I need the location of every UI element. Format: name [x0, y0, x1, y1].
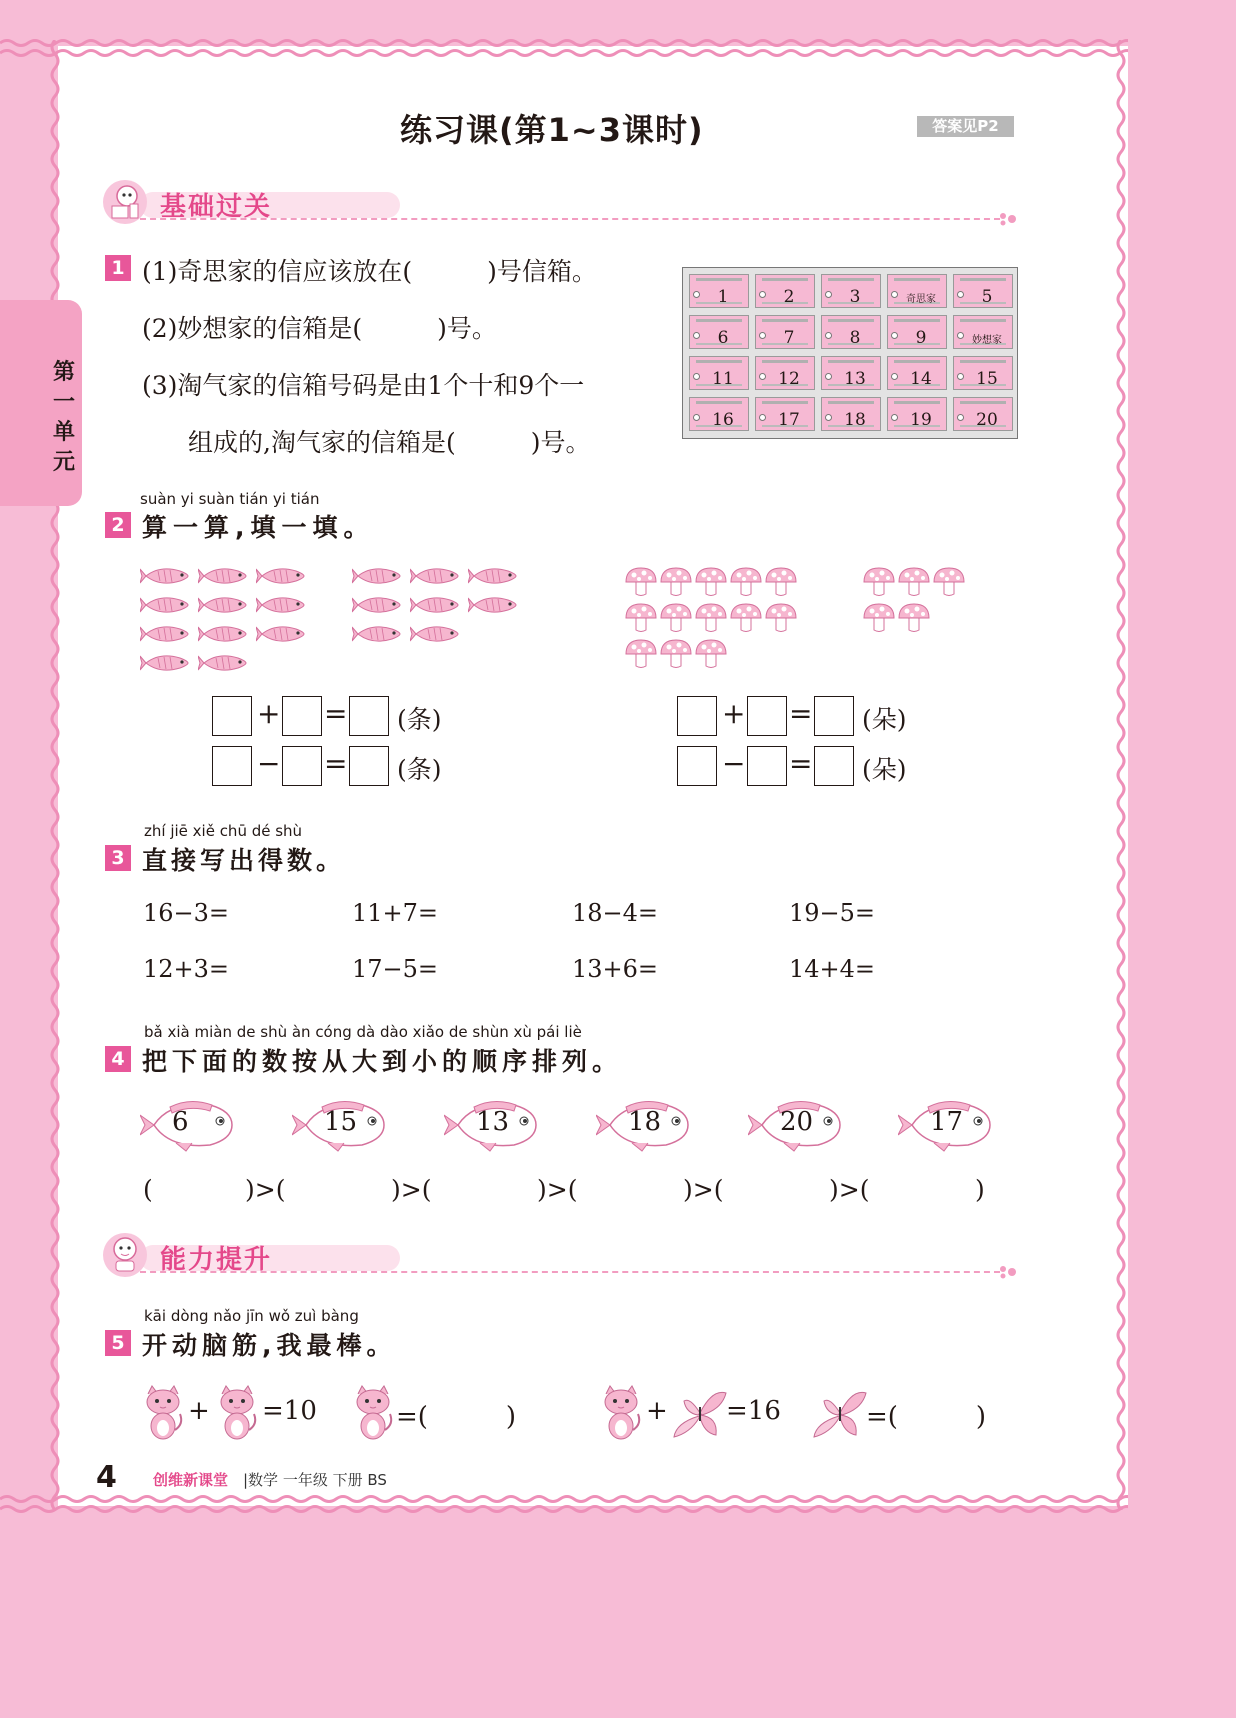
mushroom-icon — [624, 638, 658, 674]
mailbox-slot — [960, 401, 1006, 404]
mailbox-label: 1 — [717, 287, 729, 307]
q1-line-3: (3)淘气家的信箱号码是由1个十和9个一 — [142, 371, 585, 400]
mushroom-icon — [862, 566, 896, 602]
mushroom-icon — [624, 566, 658, 602]
number-fish — [898, 1097, 994, 1153]
equation-result: =( ) — [396, 1402, 517, 1432]
pinyin: zhí jiē xiě chū dé shù — [144, 822, 303, 840]
mailbox-slot — [762, 278, 808, 281]
answer-box[interactable] — [814, 696, 854, 736]
mailbox — [821, 274, 881, 308]
mailbox-slot — [960, 319, 1006, 322]
mushroom-icon — [694, 566, 728, 602]
fish-icon — [352, 594, 404, 620]
mascot-icon — [100, 176, 150, 226]
mailbox-slot — [696, 360, 742, 363]
butterfly-icon — [672, 1387, 728, 1443]
mailbox-slot — [696, 319, 742, 322]
calc-item: 13+6= — [572, 955, 659, 983]
mailbox-label: 20 — [976, 410, 998, 430]
mailbox — [755, 274, 815, 308]
unit-label: (朵) — [862, 755, 907, 784]
mushroom-icon — [862, 602, 896, 638]
equation-result: =( ) — [866, 1402, 987, 1432]
question-number: 5 — [105, 1330, 131, 1356]
mailbox-knob — [693, 291, 700, 298]
cat-icon — [350, 1384, 396, 1446]
mailbox-slot — [894, 319, 940, 322]
calc-item: 14+4= — [789, 955, 876, 983]
mailbox — [887, 274, 947, 308]
answer-box[interactable] — [349, 696, 389, 736]
mailbox-slot — [894, 401, 940, 404]
q1-line-4: 组成的,淘气家的信箱是( )号。 — [188, 428, 591, 457]
mailbox — [689, 274, 749, 308]
mailbox — [689, 397, 749, 431]
q1-line-2: (2)妙想家的信箱是( )号。 — [142, 314, 497, 343]
mailbox-slot — [828, 401, 874, 404]
cat-icon — [140, 1384, 186, 1446]
unit-label: (朵) — [862, 705, 907, 734]
calc-item: 18−4= — [572, 899, 659, 927]
mailbox-slot — [828, 319, 874, 322]
mailbox — [887, 315, 947, 349]
answer-box[interactable] — [677, 696, 717, 736]
fish-icon — [140, 565, 192, 591]
mailbox-knob — [825, 373, 832, 380]
mailbox — [821, 397, 881, 431]
section-header-advanced — [100, 1233, 1020, 1283]
fish-number: 15 — [324, 1107, 358, 1137]
butterfly-icon — [812, 1387, 868, 1443]
unit-tab — [0, 300, 82, 506]
bottom-wave-border — [0, 1490, 1128, 1518]
mailbox-slot — [960, 360, 1006, 363]
fish-icon — [256, 594, 308, 620]
answer-box[interactable] — [814, 746, 854, 786]
question-heading: 开动脑筋,我最棒。 — [142, 1331, 397, 1360]
order-slot: )>( — [245, 1175, 286, 1204]
footer-brand: 创维新课堂 — [153, 1471, 229, 1489]
footer-info: |数学 一年级 下册 BS — [243, 1471, 387, 1489]
fish-number: 13 — [476, 1107, 510, 1137]
mailbox-slot — [696, 401, 742, 404]
mailbox-label: 13 — [844, 369, 866, 389]
mailbox — [755, 315, 815, 349]
mailbox-label: 7 — [783, 328, 795, 348]
mushroom-icon — [694, 602, 728, 638]
pinyin: bǎ xià miàn de shù àn cóng dà dào xiǎo de shùn xù pái liè — [144, 1023, 582, 1041]
unit-label: (条) — [397, 705, 442, 734]
order-slot: )>( — [391, 1175, 432, 1204]
mailbox-label: 9 — [915, 328, 927, 348]
left-wave-border — [42, 40, 68, 1510]
mushroom-icon — [694, 638, 728, 674]
mailbox-knob — [957, 414, 964, 421]
cat-icon — [214, 1384, 260, 1446]
mailbox-knob — [891, 332, 898, 339]
mailbox-wall — [682, 267, 1018, 439]
unit-tab-label: 第一单元 — [52, 360, 75, 475]
mailbox-label: 2 — [783, 287, 795, 307]
mailbox-label: 18 — [844, 410, 866, 430]
fish-icon — [410, 594, 462, 620]
mailbox — [755, 356, 815, 390]
mushroom-icon — [659, 602, 693, 638]
mailbox-label: 8 — [849, 328, 861, 348]
fish-icon — [140, 652, 192, 678]
mailbox-knob — [891, 414, 898, 421]
mailbox-label: 19 — [910, 410, 932, 430]
mushroom-icon — [897, 602, 931, 638]
mushroom-icon — [659, 638, 693, 674]
fish-icon — [410, 565, 462, 591]
mailbox-slot — [762, 360, 808, 363]
pinyin: kāi dòng nǎo jīn wǒ zuì bàng — [144, 1307, 359, 1325]
mailbox-knob — [825, 291, 832, 298]
section-title: 能力提升 — [160, 1245, 273, 1275]
operator: = — [789, 747, 813, 780]
fish-icon — [198, 565, 250, 591]
answer-box[interactable] — [212, 746, 252, 786]
mailbox-label: 15 — [976, 369, 998, 389]
question-heading: 直接写出得数。 — [142, 846, 346, 875]
fish-icon — [410, 623, 462, 649]
mailbox — [755, 397, 815, 431]
mailbox — [821, 315, 881, 349]
right-wave-border — [1108, 40, 1134, 1510]
mailbox-label: 3 — [849, 287, 861, 307]
mailbox-label: 6 — [717, 328, 729, 348]
order-slot: )>( — [683, 1175, 724, 1204]
mailbox-label: 14 — [910, 369, 932, 389]
mailbox-slot — [894, 360, 940, 363]
page-number: 4 — [96, 1460, 117, 1495]
mailbox — [689, 315, 749, 349]
operator: = — [789, 697, 813, 730]
calc-item: 11+7= — [352, 899, 439, 927]
operator: = — [324, 747, 348, 780]
mailbox-knob — [891, 373, 898, 380]
mailbox — [821, 356, 881, 390]
mailbox — [953, 356, 1013, 390]
answer-box[interactable] — [282, 746, 322, 786]
operator: + — [188, 1396, 210, 1426]
mailbox-label: 5 — [981, 287, 993, 307]
question-heading: 算一算,填一填。 — [142, 513, 375, 542]
mailbox-label: 12 — [778, 369, 800, 389]
question-number: 4 — [105, 1046, 131, 1072]
fish-icon — [140, 594, 192, 620]
page-title: 练习课(第1~3课时) — [400, 111, 704, 149]
number-fish — [596, 1097, 692, 1153]
calc-item: 17−5= — [352, 955, 439, 983]
order-slot: )>( — [537, 1175, 578, 1204]
mascot-icon — [100, 1229, 150, 1279]
operator: + — [722, 697, 746, 730]
mailbox-slot — [828, 360, 874, 363]
mailbox — [887, 397, 947, 431]
q1-line-1: (1)奇思家的信应该放在( )号信箱。 — [142, 257, 597, 286]
mailbox-knob — [759, 291, 766, 298]
top-wave-border — [0, 34, 1128, 62]
operator: = — [324, 697, 348, 730]
mailbox-knob — [693, 332, 700, 339]
calc-item: 16−3= — [143, 899, 230, 927]
question-number: 2 — [105, 512, 131, 538]
order-slot: )>( — [829, 1175, 870, 1204]
fish-icon — [140, 623, 192, 649]
mailbox-slot — [696, 278, 742, 281]
operator: − — [722, 747, 746, 780]
fish-icon — [352, 623, 404, 649]
mushroom-icon — [897, 566, 931, 602]
answer-box[interactable] — [212, 696, 252, 736]
number-fish — [292, 1097, 388, 1153]
mailbox-knob — [759, 414, 766, 421]
mailbox-knob — [759, 373, 766, 380]
mushroom-icon — [764, 602, 798, 638]
mailbox-label: 奇思家 — [906, 294, 936, 305]
mushroom-icon — [624, 602, 658, 638]
number-fish — [140, 1097, 236, 1153]
pinyin: suàn yi suàn tián yi tián — [140, 490, 320, 508]
mailbox — [689, 356, 749, 390]
mailbox — [953, 315, 1013, 349]
question-number: 3 — [105, 845, 131, 871]
fish-number: 6 — [172, 1107, 189, 1137]
mailbox-knob — [957, 373, 964, 380]
answer-box[interactable] — [677, 746, 717, 786]
section-title: 基础过关 — [160, 192, 273, 222]
mailbox-slot — [762, 401, 808, 404]
mailbox-label: 妙想家 — [972, 335, 1002, 346]
fish-number: 18 — [628, 1107, 662, 1137]
mailbox — [953, 274, 1013, 308]
fish-icon — [198, 594, 250, 620]
order-slot: ( — [143, 1175, 153, 1204]
mailbox-label: 11 — [712, 369, 734, 389]
order-slot: ) — [975, 1175, 985, 1204]
cat-icon — [598, 1384, 644, 1446]
operator: + — [646, 1396, 668, 1426]
mailbox-knob — [825, 414, 832, 421]
dots-icon — [998, 1265, 1020, 1279]
question-number: 1 — [105, 255, 131, 281]
mailbox — [887, 356, 947, 390]
mailbox-knob — [891, 291, 898, 298]
unit-label: (条) — [397, 755, 442, 784]
mailbox-knob — [957, 291, 964, 298]
mushroom-icon — [932, 566, 966, 602]
operator: − — [257, 747, 281, 780]
section-header-basic — [100, 180, 1020, 230]
calc-item: 19−5= — [789, 899, 876, 927]
number-fish — [444, 1097, 540, 1153]
mailbox-knob — [693, 414, 700, 421]
answer-box[interactable] — [349, 746, 389, 786]
answer-reference-badge: 答案见P2 — [917, 116, 1014, 137]
mailbox-knob — [825, 332, 832, 339]
answer-box[interactable] — [747, 746, 787, 786]
question-heading: 把下面的数按从大到小的顺序排列。 — [142, 1047, 623, 1076]
answer-box[interactable] — [282, 696, 322, 736]
equation-result: =10 — [262, 1396, 317, 1426]
fish-icon — [352, 565, 404, 591]
answer-box[interactable] — [747, 696, 787, 736]
fish-number: 17 — [930, 1107, 964, 1137]
mailbox-label: 17 — [778, 410, 800, 430]
mailbox-knob — [759, 332, 766, 339]
mailbox — [953, 397, 1013, 431]
fish-number: 20 — [780, 1107, 814, 1137]
equation-result: =16 — [726, 1396, 781, 1426]
fish-icon — [468, 594, 520, 620]
calc-item: 12+3= — [143, 955, 230, 983]
mailbox-knob — [693, 373, 700, 380]
fish-icon — [256, 623, 308, 649]
fish-icon — [468, 565, 520, 591]
fish-icon — [198, 623, 250, 649]
mailbox-knob — [957, 332, 964, 339]
mailbox-label: 16 — [712, 410, 734, 430]
mushroom-icon — [729, 566, 763, 602]
mailbox-slot — [894, 278, 940, 281]
mailbox-slot — [828, 278, 874, 281]
mushroom-icon — [729, 602, 763, 638]
mushroom-icon — [764, 566, 798, 602]
dots-icon — [998, 212, 1020, 226]
fish-icon — [256, 565, 308, 591]
mushroom-icon — [659, 566, 693, 602]
mailbox-slot — [762, 319, 808, 322]
mailbox-slot — [960, 278, 1006, 281]
number-fish — [748, 1097, 844, 1153]
fish-icon — [198, 652, 250, 678]
operator: + — [257, 697, 281, 730]
